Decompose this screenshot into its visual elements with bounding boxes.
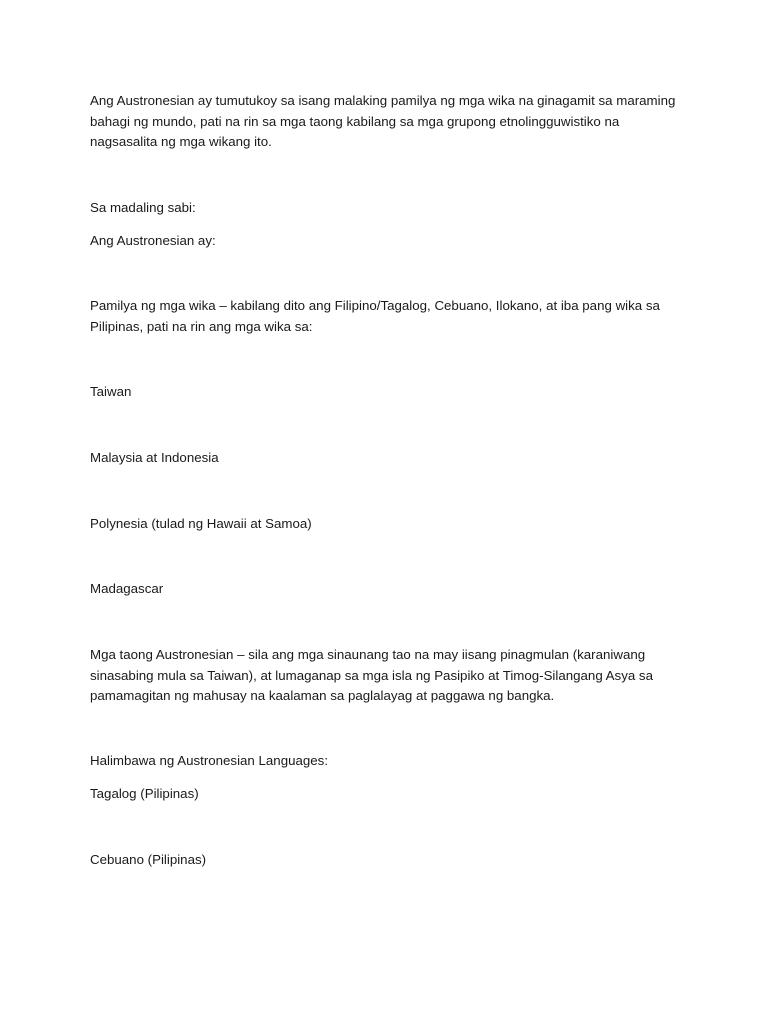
definition-heading: Ang Austronesian ay:	[90, 233, 216, 248]
summary-intro: Sa madaling sabi:	[90, 200, 196, 215]
example-item-tagalog: Tagalog (Pilipinas)	[90, 786, 199, 801]
region-item-madagascar: Madagascar	[90, 581, 164, 596]
region-item-polynesia: Polynesia (tulad ng Hawaii at Samoa)	[90, 516, 312, 531]
intro-paragraph: Ang Austronesian ay tumutukoy sa isang malaking pamilya ng mga wika na ginagamit sa maraming bahagi ng mundo, pati na rin sa mga taong kabilang sa mga grupong etnolingguwistiko na nagsasalita ng mga wikang ito.	[90, 93, 676, 149]
example-item-cebuano: Cebuano (Pilipinas)	[90, 852, 207, 867]
austronesian-people-paragraph: Mga taong Austronesian – sila ang mga sinaunang tao na may iisang pinagmulan (karaniwang sinasabing mula sa Taiwan), at lumaganap sa mga isla ng Pasipiko at Timog-Silangang Asya sa pamamagitan ng mahusay na kaalaman sa paglalayag at paggawa ng bangka.	[90, 647, 653, 703]
region-item-taiwan: Taiwan	[90, 384, 132, 399]
examples-heading: Halimbawa ng Austronesian Languages:	[90, 753, 329, 768]
region-item-malaysia-indonesia: Malaysia at Indonesia	[90, 450, 219, 465]
language-family-paragraph: Pamilya ng mga wika – kabilang dito ang Filipino/Tagalog, Cebuano, Ilokano, at iba pang wika sa Pilipinas, pati na rin ang mga wika sa:	[90, 298, 660, 334]
